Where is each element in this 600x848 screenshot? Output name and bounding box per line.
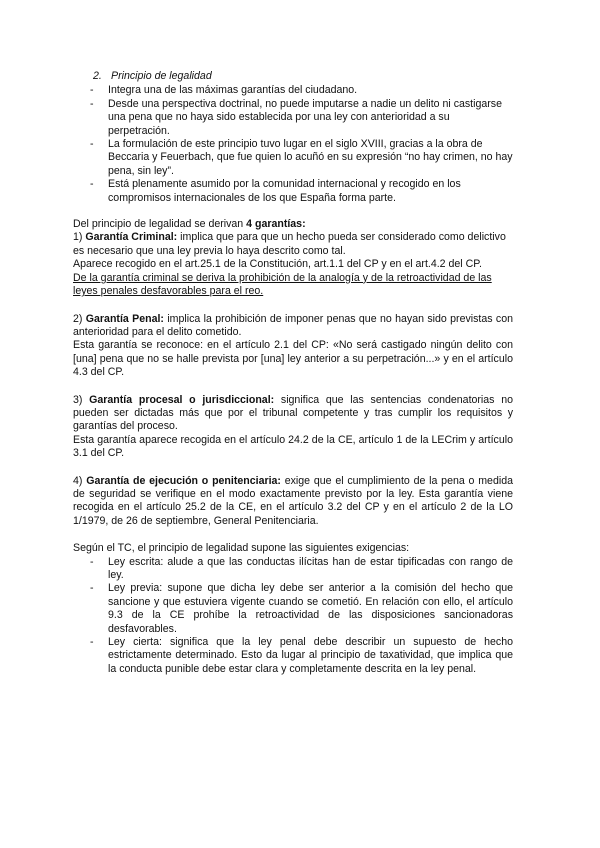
g4-title: Garantía de ejecución o penitenciaria: bbox=[86, 474, 281, 487]
garantia-criminal-paragraph bbox=[73, 231, 513, 258]
g2-reference: Esta garantía se reconoce: en el artículo 2.1 del CP: «No será castigado ningún delito con [una] pena que no se halle prevista por [una] ley anterior a su perpetración...» y en el artículo 4.3 del CP. bbox=[73, 339, 513, 379]
g4-prefix: 4) bbox=[73, 474, 87, 487]
intro-text: Del principio de legalidad se derivan bbox=[73, 218, 247, 231]
g2-text: implica la prohibición de imponer penas que no hayan sido previstas con anterioridad para el delito cometido. bbox=[73, 312, 513, 338]
section-bullet-list bbox=[73, 84, 513, 205]
tc-intro: Según el TC, el principio de legalidad supone las siguientes exigencias: bbox=[73, 542, 410, 555]
g3-reference: Esta garantía aparece recogida en el artículo 24.2 de la CE, artículo 1 de la LECrim y artículo 3.1 del CP. bbox=[73, 433, 513, 460]
g3-prefix: 3) bbox=[73, 393, 90, 406]
list-item: - Ley cierta: significa que la ley penal debe describir un supuesto de hecho estrictamente determinado. Esto da lugar al principio de taxatividad, que implica que la conducta punible debe estar clara y completamente descrita en la ley penal. bbox=[73, 636, 513, 676]
section-title: Principio de legalidad bbox=[111, 70, 212, 82]
g2-title: Garantía Penal: bbox=[85, 312, 164, 325]
intro-bold: 4 garantías: bbox=[246, 218, 306, 231]
list-item: - Ley escrita: alude a que las conductas ilícitas han de estar tipificadas con rango de ley. bbox=[73, 556, 513, 583]
g1-text: implica que para que un hecho pueda ser considerado como delictivo es necesario que una ley previa lo haya descrito como tal. bbox=[73, 231, 506, 257]
garantia-ejecucion-paragraph bbox=[73, 475, 513, 529]
g1-underlined-note: De la garantía criminal se deriva la prohibición de la analogía y de la retroactividad de las leyes penales desfavorables para el reo. bbox=[73, 271, 492, 298]
g3-text: significa que las sentencias condenatorias no pueden ser dictadas más que por el tribunal competente y tras cumplir los requisitos y garantías del proceso. bbox=[73, 393, 513, 433]
garantia-procesal-paragraph bbox=[73, 394, 513, 434]
g1-reference: Aparece recogido en el art.25.1 de la Constitución, art.1.1 del CP y en el art.4.2 del CP. bbox=[73, 258, 482, 271]
list-item: - Está plenamente asumido por la comunidad internacional y recogido en los compromisos internacionales de los que España forma parte. bbox=[73, 178, 513, 205]
list-item: - Integra una de las máximas garantías del ciudadano. bbox=[73, 84, 513, 97]
g1-title: Garantía Criminal: bbox=[85, 231, 178, 244]
tc-bullet-list bbox=[73, 556, 513, 677]
g3-title: Garantía procesal o jurisdiccional: bbox=[89, 393, 275, 406]
garantia-penal-paragraph bbox=[73, 313, 513, 340]
intro-paragraph bbox=[73, 218, 513, 231]
document-page bbox=[73, 70, 513, 676]
list-item: - Ley previa: supone que dicha ley debe ser anterior a la comisión del hecho que sancione y que estuviera vigente cuando se cometió. En relación con ello, el artículo 9.3 de la CE prohíbe la retroactividad de las disposiciones sancionadoras desfavorables. bbox=[73, 582, 513, 636]
g4-text: exige que el cumplimiento de la pena o medida de seguridad se verifique en el modo exactamente previsto por la ley. Esta garantía viene recogida en el artículo 25.2 de la CE, en el artículo 3.2 del CP y en el artículo 2 de la LO 1/1979, de 26 de septiembre, General Penitenciaria. bbox=[73, 474, 513, 527]
section-heading bbox=[93, 70, 513, 83]
list-item: - Desde una perspectiva doctrinal, no puede imputarse a nadie un delito ni castigarse una pena que no haya sido establecida por una ley con anterioridad a su perpetración. bbox=[73, 98, 513, 138]
g1-prefix: 1) bbox=[73, 231, 86, 244]
section-number: 2. bbox=[93, 70, 102, 82]
g2-prefix: 2) bbox=[73, 312, 86, 325]
list-item: - La formulación de este principio tuvo lugar en el siglo XVIII, gracias a la obra de Beccaria y Feuerbach, que fue quien lo acuñó en su expresión “no hay crimen, no hay pena, sin ley”. bbox=[73, 138, 513, 178]
